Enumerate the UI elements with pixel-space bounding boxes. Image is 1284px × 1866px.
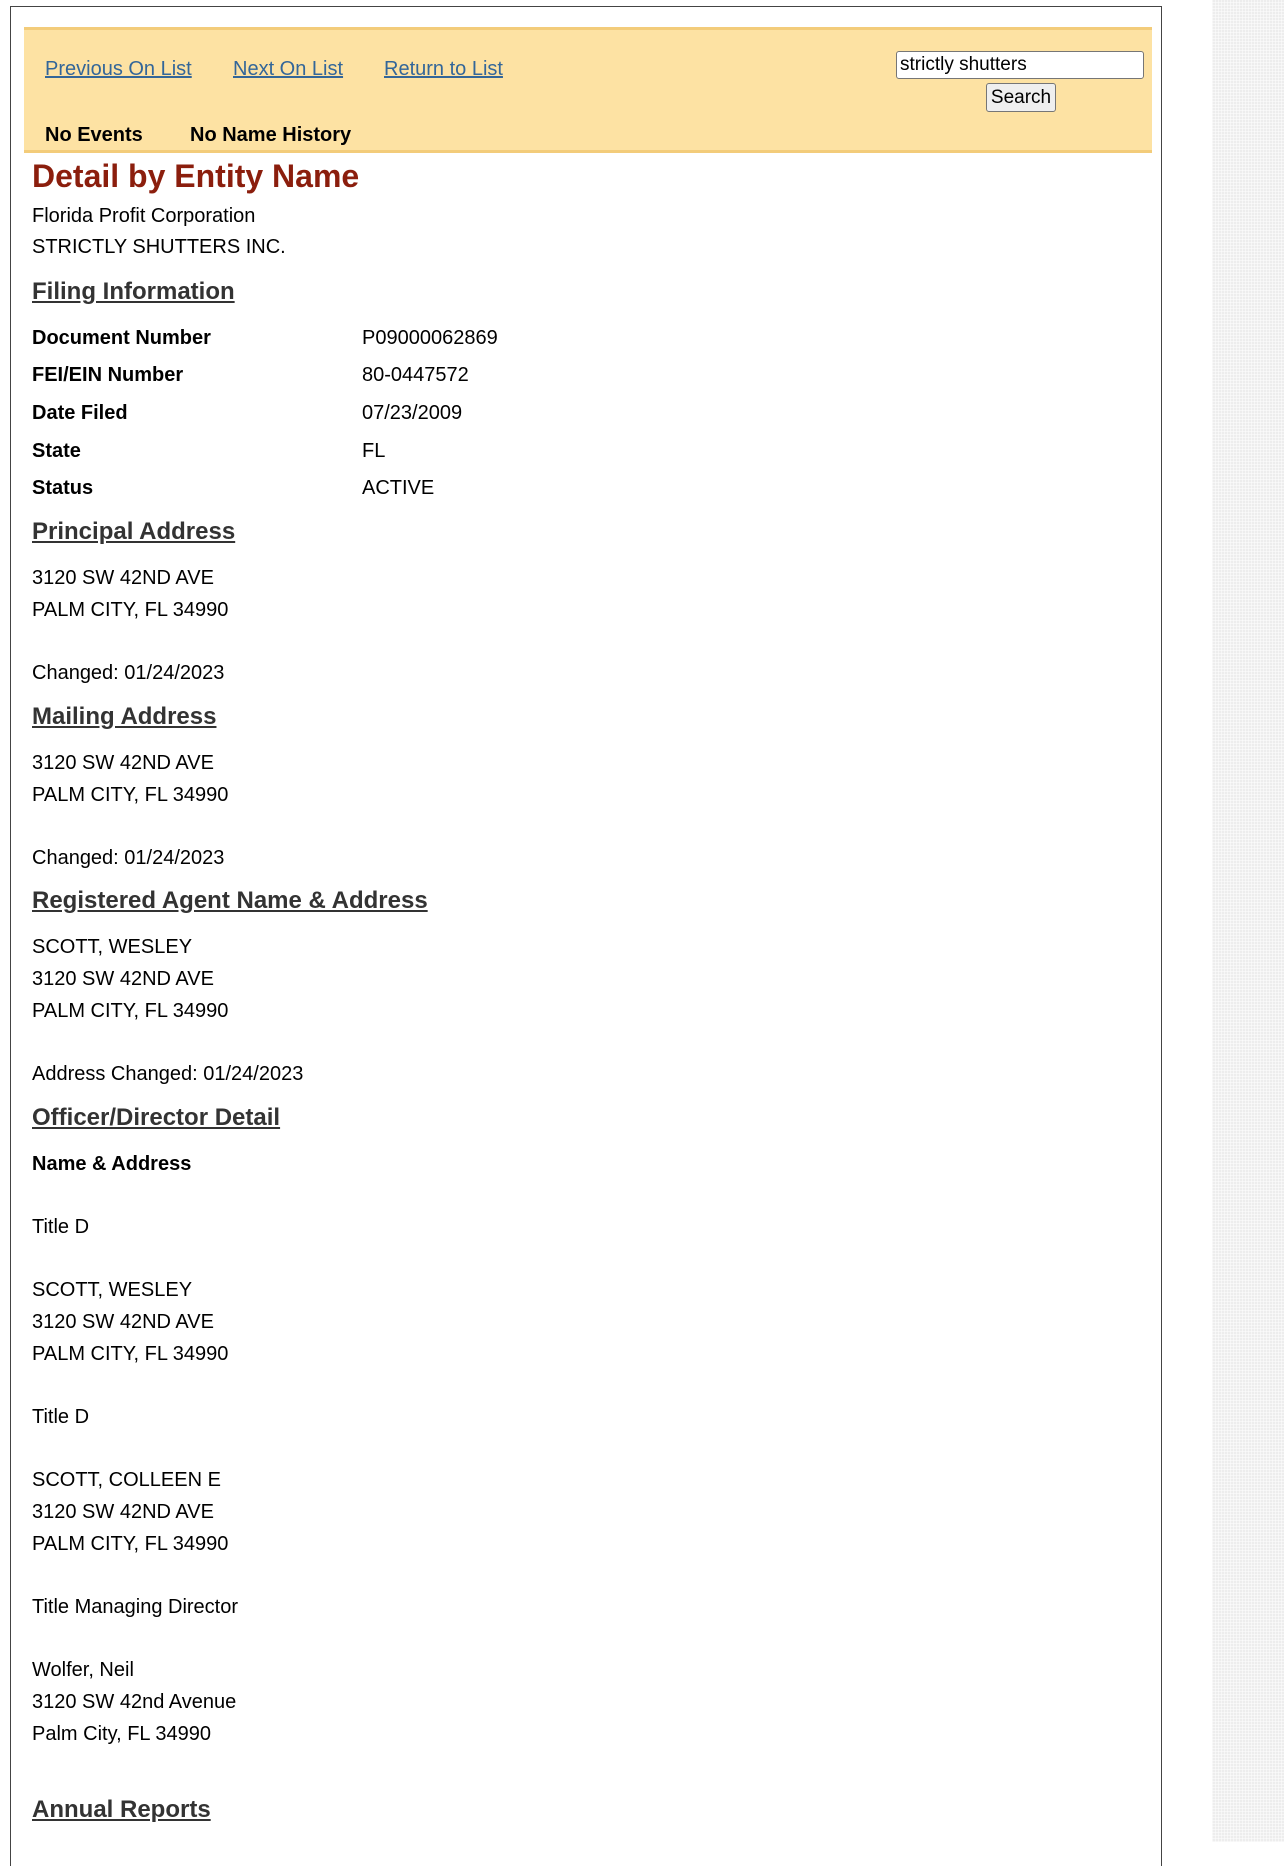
page-background-gutter (1212, 0, 1284, 1842)
status-label: Status (32, 477, 94, 499)
no-events-label: No Events (45, 124, 143, 146)
entity-name: STRICTLY SHUTTERS INC. (32, 236, 286, 258)
mailing-address-changed: Changed: 01/24/2023 (32, 847, 225, 869)
officer-3-address-line1: 3120 SW 42nd Avenue (32, 1691, 237, 1713)
officer-3-title: Title Managing Director (32, 1596, 239, 1618)
principal-address-heading: Principal Address (32, 518, 236, 545)
principal-address-changed: Changed: 01/24/2023 (32, 662, 225, 684)
state-label: State (32, 440, 81, 462)
officer-1-name: SCOTT, WESLEY (32, 1279, 193, 1301)
search-button[interactable]: Search (986, 83, 1056, 112)
annual-reports-heading: Annual Reports (32, 1796, 211, 1823)
officer-1-address-line2: PALM CITY, FL 34990 (32, 1343, 229, 1365)
fei-ein-number-value: 80-0447572 (362, 364, 469, 386)
registered-agent-line1: 3120 SW 42ND AVE (32, 968, 214, 990)
principal-address-line1: 3120 SW 42ND AVE (32, 567, 214, 589)
search-input[interactable] (896, 51, 1144, 79)
filing-information-heading: Filing Information (32, 278, 235, 305)
officer-1-title: Title D (32, 1216, 90, 1238)
document-number-value: P09000062869 (362, 327, 498, 349)
registered-agent-heading: Registered Agent Name & Address (32, 887, 428, 914)
page-title: Detail by Entity Name (32, 158, 360, 194)
officer-1-address-line1: 3120 SW 42ND AVE (32, 1311, 214, 1333)
officer-3-name: Wolfer, Neil (32, 1659, 134, 1681)
mailing-address-heading: Mailing Address (32, 703, 217, 730)
status-value: ACTIVE (362, 477, 435, 499)
mailing-address-line2: PALM CITY, FL 34990 (32, 784, 229, 806)
officer-name-address-label: Name & Address (32, 1153, 192, 1175)
officer-2-name: SCOTT, COLLEEN E (32, 1469, 221, 1491)
officer-2-address-line1: 3120 SW 42ND AVE (32, 1501, 214, 1523)
return-to-list-link[interactable]: Return to List (384, 58, 503, 80)
date-filed-value: 07/23/2009 (362, 402, 463, 424)
officer-director-heading: Officer/Director Detail (32, 1104, 281, 1131)
registered-agent-changed: Address Changed: 01/24/2023 (32, 1063, 304, 1085)
state-value: FL (362, 440, 386, 462)
officer-2-address-line2: PALM CITY, FL 34990 (32, 1533, 229, 1555)
officer-3-address-line2: Palm City, FL 34990 (32, 1723, 211, 1745)
date-filed-label: Date Filed (32, 402, 128, 424)
document-number-label: Document Number (32, 327, 211, 349)
previous-on-list-link[interactable]: Previous On List (45, 58, 192, 80)
officer-2-title: Title D (32, 1406, 90, 1428)
mailing-address-line1: 3120 SW 42ND AVE (32, 752, 214, 774)
registered-agent-line2: PALM CITY, FL 34990 (32, 1000, 229, 1022)
next-on-list-link[interactable]: Next On List (233, 58, 344, 80)
principal-address-line2: PALM CITY, FL 34990 (32, 599, 229, 621)
no-name-history-label: No Name History (190, 124, 352, 146)
fei-ein-number-label: FEI/EIN Number (32, 364, 184, 386)
navigation-bar (24, 27, 1152, 153)
registered-agent-name: SCOTT, WESLEY (32, 936, 193, 958)
entity-type: Florida Profit Corporation (32, 205, 256, 227)
